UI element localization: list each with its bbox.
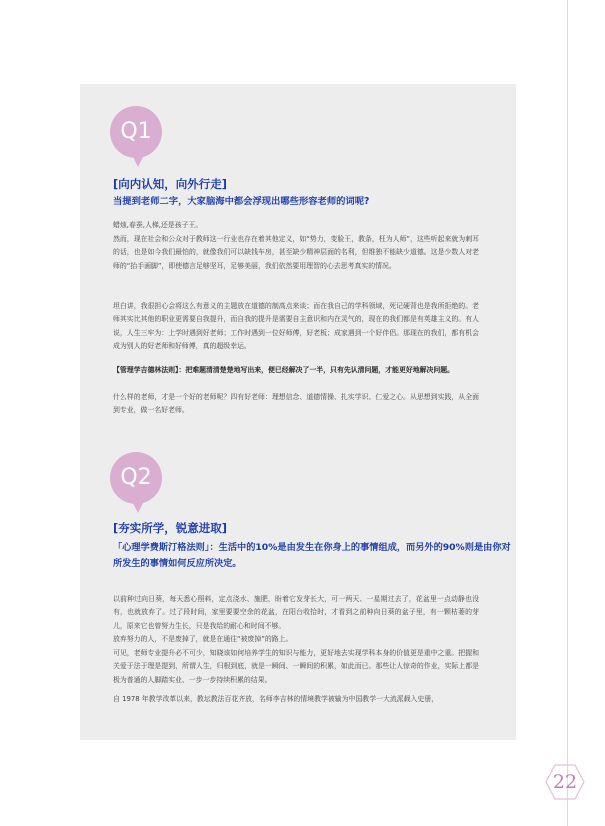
q2-paragraph-1: 以前种过向日葵，每天悉心照料，定点浇水、施肥，盼着它发芽长大，可一两天、一星期过去了，花盆里一点动静也没有，也就放弃了。过了段时间，家里要要空余的花盆，在阳台收拾时，才看到之前种向日葵的盆子里，有一颗枯萎的芽儿，原来它也曾努力生长，只是我给的耐心和时间不够。: [113, 595, 479, 630]
page-number: [545, 764, 585, 800]
q1-closing-paragraph: 什么样的老师，才是一个好的老师呢？四有好老师：理想信念、道德情操、扎实学识、仁爱之心。从思想到实践，从全面到专业，做一名好老师。: [113, 393, 479, 415]
q2-paragraph-2: 放弃努力的人，不是废掉了，就是在通往“被废掉”的路上。: [113, 635, 293, 643]
q1-paragraph-1: 蜡烛,春蚕,人梯,还是孩子王。: [113, 221, 203, 229]
q1-paragraph-2: 然而，现在社会和公众对于教师这一行业也存在着其他定义，如“势力，变脸王，教条，枉为人师”，这些听起来就为刺耳的话，也是如今我们最怕的，就像我们可以缺钱车房，甚至缺少精神层面的名利，但维独不能缺少道德。这是少数人对老师的“抬手画脚”，即使德言足够坚耳，足够美丽，我们依然要用理智的心去思考真实的情况。: [113, 235, 479, 270]
q1-badge: Q1: [110, 106, 162, 158]
page-number-text: 22: [552, 771, 578, 793]
q1-paragraph-3: 坦白讲，我很担心会将这么有意义的主题放在道德的制高点来谈；而在我自己的学科领域，死记硬背也是我所拒绝的。老师其实比其他的职业更需要自我提升，而自我的提升是需要自主意识和内在灵气的，现在的我们都是有英雄主义的。有人说，人生三牢为：上学时遇到好老师；工作时遇到一位好师傅，好老板；成家遇到一个好伴侣。那现在的我们，都有机会成为别人的好老师和好师傅，真的超级幸运。: [113, 302, 479, 350]
q2-question: 「心理学费斯汀格法则」：生活中的10%是由发生在你身上的事情组成，而另外的90%则是由你对所发生的事情如何反应所决定。: [113, 542, 511, 569]
q1-law-quote: 【管理学吉德林法则】：把难题清清楚楚地写出来，便已经解决了一半，只有先认清问题，才能更好地解决问题。: [113, 366, 455, 374]
q2-paragraph-3: 可见，老师专业提升必不可少，知晓该如何培养学生的知识与能力，更好地去实现学科本身的价值更是重中之重。把握和关爱于法于理是提到，所谓人生，归根到底，就是一瞬间、一瞬间的积累，如此而已。那些让人惊奇的作业，实际上都是极为普通的人脚踏实业、一步一步持续积累的结果。: [113, 649, 479, 684]
q2-paragraph-4: 自 1978 年教学改革以来，教坛教法百花齐放，名师李吉林的情境教学被输为中国教学一大流派载入史册，: [113, 695, 439, 703]
q1-heading: [向内认知，向外行走]: [113, 177, 228, 191]
page-edge-line: [567, 0, 568, 826]
q2-heading: [夯实所学，锐意进取]: [113, 521, 228, 535]
q2-badge: Q2: [110, 452, 162, 504]
q1-question: 当提到老师二字，大家脑海中都会浮现出哪些形容老师的词呢?: [113, 196, 370, 207]
